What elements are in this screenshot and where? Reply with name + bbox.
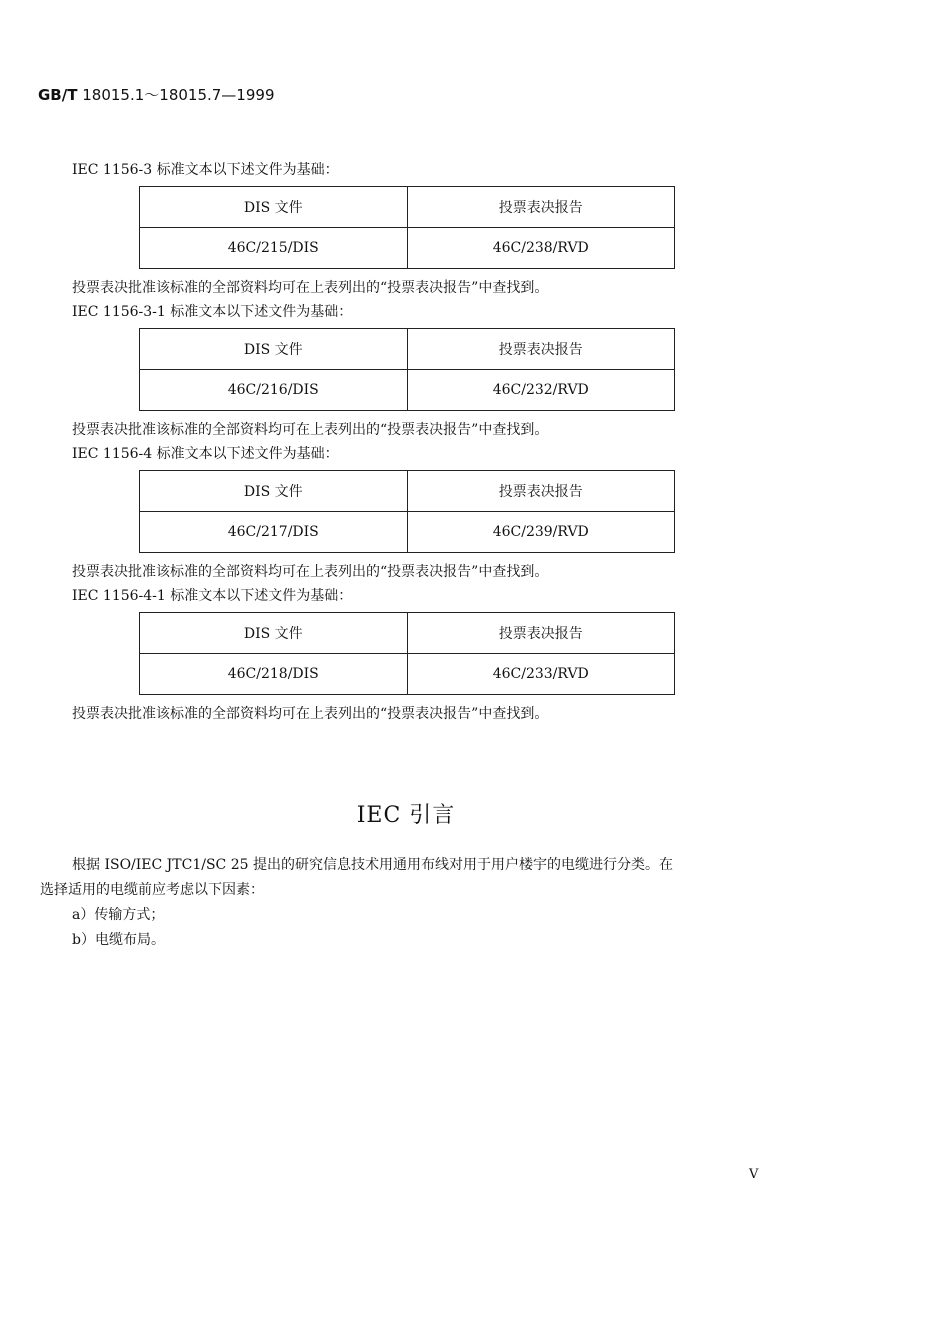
table-header-dis: DIS 文件 xyxy=(140,471,408,512)
section-paragraph-line1: 根据 ISO/IEC JTC1/SC 25 提出的研究信息技术用通用布线对用于用户楼宇的电缆进行分类。在 xyxy=(72,857,673,873)
vote-table xyxy=(139,470,675,553)
table-header-rvd: 投票表决报告 xyxy=(407,471,675,512)
block-note: 投票表决批准该标准的全部资料均可在上表列出的“投票表决报告”中查找到。 xyxy=(72,422,549,438)
table-cell-dis: 46C/216/DIS xyxy=(140,370,408,411)
table-header-rvd: 投票表决报告 xyxy=(407,613,675,654)
standard-prefix: GB/T xyxy=(38,86,78,104)
block-note: 投票表决批准该标准的全部资料均可在上表列出的“投票表决报告”中查找到。 xyxy=(72,564,549,580)
table-header-dis: DIS 文件 xyxy=(140,187,408,228)
block-intro: IEC 1156-4 标准文本以下述文件为基础： xyxy=(72,446,339,462)
page-header xyxy=(38,84,274,105)
standard-number: 18015.1～18015.7—1999 xyxy=(82,86,275,104)
table-header-dis: DIS 文件 xyxy=(140,329,408,370)
table-cell-dis: 46C/217/DIS xyxy=(140,512,408,553)
table-header-dis: DIS 文件 xyxy=(140,613,408,654)
block-intro: IEC 1156-4-1 标准文本以下述文件为基础： xyxy=(72,588,353,604)
table-cell-dis: 46C/218/DIS xyxy=(140,654,408,695)
section-paragraph-line2: 选择适用的电缆前应考虑以下因素： xyxy=(40,882,264,898)
table-cell-dis: 46C/215/DIS xyxy=(140,228,408,269)
block-note: 投票表决批准该标准的全部资料均可在上表列出的“投票表决报告”中查找到。 xyxy=(72,280,549,296)
table-cell-rvd: 46C/239/RVD xyxy=(407,512,675,553)
table-cell-rvd: 46C/233/RVD xyxy=(407,654,675,695)
section-title: IEC 引言 xyxy=(356,803,456,828)
page-number: V xyxy=(749,1167,759,1182)
table-header-rvd: 投票表决报告 xyxy=(407,329,675,370)
vote-table xyxy=(139,186,675,269)
table-cell-rvd: 46C/232/RVD xyxy=(407,370,675,411)
block-note: 投票表决批准该标准的全部资料均可在上表列出的“投票表决报告”中查找到。 xyxy=(72,706,549,722)
vote-table xyxy=(139,328,675,411)
table-header-rvd: 投票表决报告 xyxy=(407,187,675,228)
list-item-a: a）传输方式； xyxy=(72,907,165,923)
vote-table xyxy=(139,612,675,695)
block-intro: IEC 1156-3 标准文本以下述文件为基础： xyxy=(72,162,339,178)
list-item-b: b）电缆布局。 xyxy=(72,932,165,948)
block-intro: IEC 1156-3-1 标准文本以下述文件为基础： xyxy=(72,304,353,320)
table-cell-rvd: 46C/238/RVD xyxy=(407,228,675,269)
